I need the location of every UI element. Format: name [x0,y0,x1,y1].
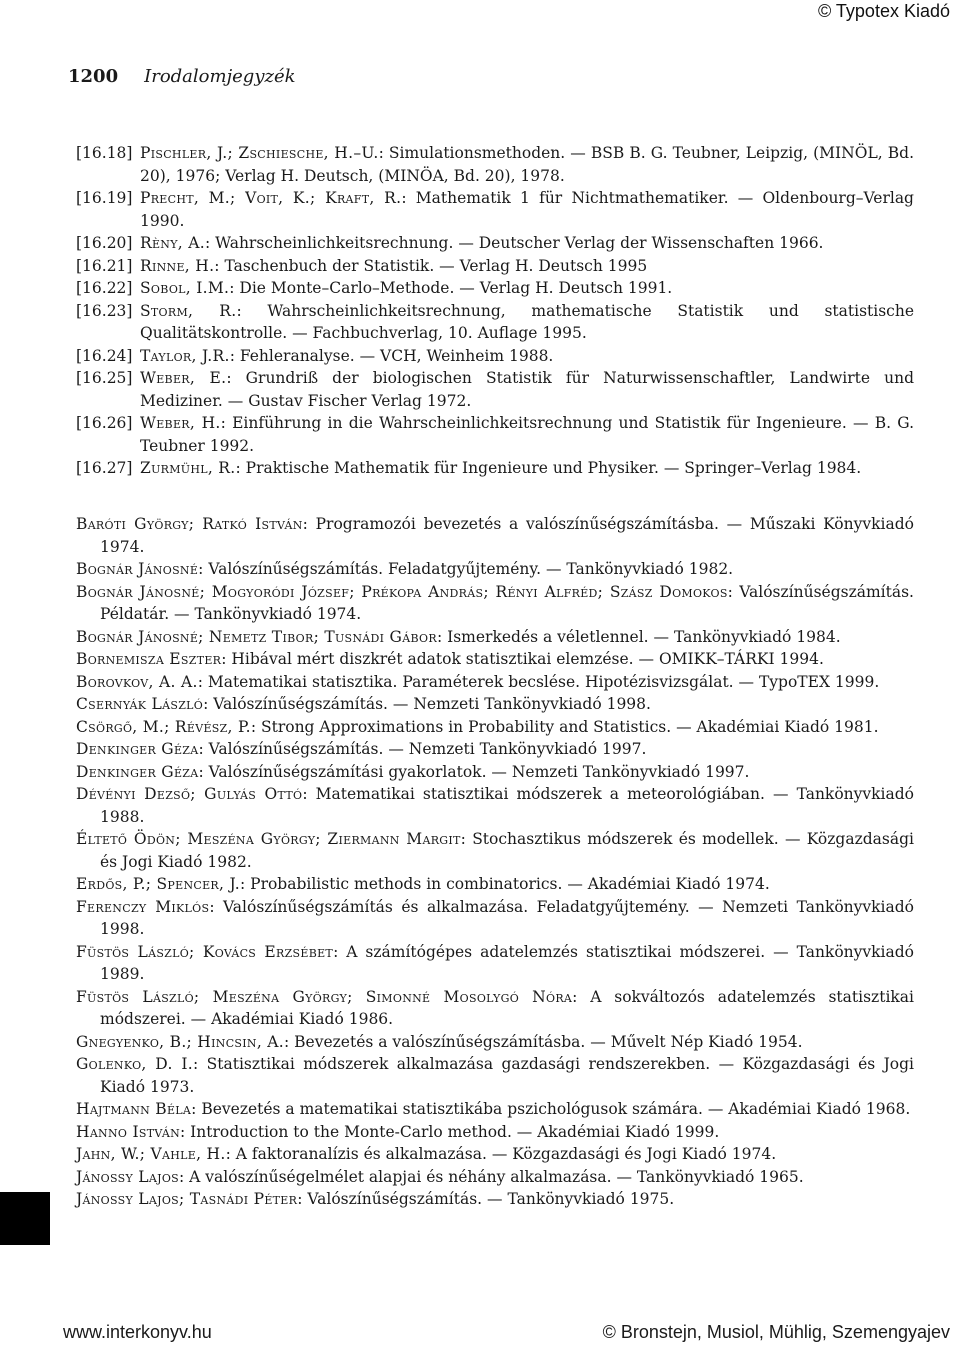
reference-entry [76,345,914,368]
reference-text: : Valószínűségszámítás. Feladatgyűjtemény. — Tankönyvkiadó 1982. [198,560,734,578]
reference-entry [76,986,914,1031]
reference-author: Weber, E. [140,369,227,387]
reference-text: : Matematikai statisztikai módszerek a meteorológiában. — Tankönyvkiadó 1988. [100,785,914,826]
reference-entry [76,1121,914,1144]
reference-entry [76,581,914,626]
reference-entry [76,1053,914,1098]
reference-author: Zurmühl, R. [140,459,236,477]
reference-key: [16.21] [76,256,133,275]
reference-author: Éltető Ödön; Meszéna György; Ziermann Margit [76,830,461,848]
reference-entry [76,783,914,828]
reference-entry [76,1166,914,1189]
reference-text: : Taschenbuch der Statistik. — Verlag H. Deutsch 1995 [214,256,648,275]
reference-key: [16.27] [76,459,133,477]
reference-key: [16.26] [76,414,133,432]
reference-entry [76,873,914,896]
page-title: Irodalomjegyzék [144,66,296,87]
reference-text: : A faktoranalízis és alkalmazása. — Közgazdasági és Jogi Kiadó 1974. [225,1145,777,1163]
reference-text: : Ismerkedés a véletlennel. — Tankönyvkiadó 1984. [436,627,841,646]
reference-author: Denkinger Géza [76,762,199,781]
reference-author: Erdős, P.; Spencer, J. [76,875,240,893]
reference-entry [76,1031,914,1054]
reference-text: : Grundriß der biologischen Statistik für Naturwissenschaftler, Landwirte und Mediziner. — Gustav Fischer Verlag 1972. [140,369,914,410]
reference-entry [76,277,914,300]
reference-entry [76,828,914,873]
reference-author: Baróti György; Ratkó István [76,515,303,533]
reference-entry [76,1188,914,1211]
reference-entry [76,255,914,278]
reference-key: [16.23] [76,301,133,320]
footer-copyright: © Bronstejn, Musiol, Mühlig, Szemengyajev [602,1322,950,1342]
reference-author: Bognár Jánosné [76,560,199,578]
reference-entry [76,941,914,986]
reference-text: : A számítógépes adatelemzés statisztikai módszerei. — Tankönyvkiadó 1989. [100,942,914,983]
reference-entry [76,142,914,187]
reference-entry [76,412,914,457]
running-head [68,66,296,87]
reference-text: : Valószínűségszámítás. Példatár. — Tankönyvkiadó 1974. [100,582,914,623]
reference-author: Storm, R. [140,301,237,320]
reference-author: Denkinger Géza [76,740,199,758]
reference-entry [76,232,914,255]
reference-text: : Stochasztikus módszerek és modellek. — Közgazdasági és Jogi Kiadó 1982. [100,830,914,871]
reference-author: Jahn, W.; Vahle, H. [76,1145,226,1163]
reference-author: Füstös László; Kovács Erzsébet [76,942,334,961]
reference-author: Bognár Jánosné; Nemetz Tibor; Tusnádi Gábor [76,627,437,646]
reference-author: Pischler, J.; Zschiesche, H.–U. [140,144,379,162]
reference-entry [76,738,914,761]
reference-text: : Einführung in die Wahrscheinlichkeitsrechnung und Statistik für Ingenieure. — B. G. Teubner 1992. [140,414,914,455]
reference-text: : Valószínűségszámítás. — Nemzeti Tankönyvkiadó 1998. [203,695,651,713]
reference-author: Gnegyenko, B.; Hincsin, A. [76,1032,284,1051]
reference-text: : A valószínűségelmélet alapjai és néhány alkalmazása. — Tankönyvkiadó 1965. [178,1167,804,1186]
footer-url: www.interkonyv.hu [63,1322,212,1342]
reference-entry [76,896,914,941]
reference-text: : Strong Approximations in Probability and Statistics. — Akadémiai Kiadó 1981. [250,717,879,736]
reference-entry [76,558,914,581]
reference-author: Dévényi Dezső; Gulyás Ottó [76,785,303,803]
reference-key: [16.18] [76,144,133,162]
reference-key: [16.25] [76,369,133,387]
reference-author: Taylor, J.R. [140,346,230,365]
reference-text: : Hibával mért diszkrét adatok statisztikai elemzése. — OMIKK–TÁRKI 1994. [221,650,824,668]
reference-text: : Matematikai statisztika. Paraméterek becslése. Hipotézisvizsgálat. — TypoTEX 1999. [197,672,880,691]
reference-entry [76,457,914,480]
reference-entry [76,1098,914,1121]
reference-text: : Valószínűségszámítás. — Tankönyvkiadó 1975. [297,1190,675,1208]
reference-author: Ferenczy Miklós [76,897,210,916]
reference-text: : Valószínűségszámítás és alkalmazása. Feladatgyűjtemény. — Nemzeti Tankönyvkiadó 1998. [100,897,915,938]
reference-entry [76,716,914,739]
reference-text: : Fehleranalyse. — VCH, Weinheim 1988. [229,346,554,365]
reference-entry [76,626,914,649]
reference-entry [76,513,914,558]
author-reference-list [76,513,914,1211]
reference-entry [76,693,914,716]
chapter-thumb-tab [0,1192,50,1245]
reference-entry [76,1143,914,1166]
reference-text: : Wahrscheinlichkeitsrechnung, mathematische Statistik und statistische Qualitätskontrolle. — Fachbuchverlag, 10. Auflage 1995. [140,301,915,342]
reference-author: Golenko, D. I. [76,1055,194,1073]
reference-text: : A sokváltozós adatelemzés statisztikai módszerei. — Akadémiai Kiadó 1986. [100,987,914,1028]
reference-entry [76,300,914,345]
reference-key: [16.22] [76,279,133,297]
reference-text: : Statisztikai módszerek alkalmazása gazdasági rendszerekben. — Közgazdasági és Jogi Kiadó 1973. [100,1055,914,1096]
reference-author: Csörgő, M.; Révész, P. [76,717,251,736]
reference-author: Hajtmann Béla [76,1100,192,1118]
reference-author: Csernyák László [76,695,204,713]
reference-text: : Programozói bevezetés a valószínűségszámításba. — Műszaki Könyvkiadó 1974. [100,515,914,556]
reference-text: : Mathematik 1 für Nichtmathematiker. — Oldenbourg–Verlag 1990. [140,189,914,230]
reference-author: Precht, M.; Voit, K.; Kraft, R. [140,189,402,207]
reference-key: [16.20] [76,234,133,252]
reference-text: : Praktische Mathematik für Ingenieure und Physiker. — Springer–Verlag 1984. [235,459,862,477]
reference-author: Bornemisza Eszter [76,650,222,668]
reference-text: : Bevezetés a matematikai statisztikába pszichológusok számára. — Akadémiai Kiadó 1968. [191,1100,911,1118]
reference-text: : Bevezetés a valószínűségszámításba. — Művelt Nép Kiadó 1954. [284,1032,803,1051]
reference-text: : Simulationsmethoden. — BSB B. G. Teubner, Leipzig, (MINÖL, Bd. 20), 1976; Verlag H. Deutsch, (MINÖA, Bd. 20), 1978. [140,144,914,185]
reference-key: [16.24] [76,346,133,365]
reference-entry [76,671,914,694]
page-number: 1200 [68,66,119,87]
reference-text: : Valószínűségszámítás. — Nemzeti Tankönyvkiadó 1997. [198,740,647,758]
reference-author: Sobol, I.M. [140,279,230,297]
reference-entry [76,761,914,784]
reference-author: Füstös László; Meszéna György; Simonné Mosolygó Nóra [76,987,573,1006]
reference-author: Jánossy Lajos [76,1167,179,1186]
reference-author: Hanno István [76,1122,181,1141]
reference-author: Weber, H. [140,414,221,432]
reference-entry [76,367,914,412]
copyright-banner: © Typotex Kiadó [817,1,950,21]
reference-entry [76,648,914,671]
numbered-reference-list [76,142,914,480]
reference-author: Borovkov, A. A. [76,672,198,691]
reference-author: Bognár Jánosné; Mogyoródi József; Prékopa András; Rényi Alfréd; Szász Domokos [76,582,728,601]
reference-text: : Valószínűségszámítási gyakorlatok. — Nemzeti Tankönyvkiadó 1997. [198,762,750,781]
reference-author: Rinne, H. [140,256,215,275]
reference-text: : Probabilistic methods in combinatorics. — Akadémiai Kiadó 1974. [239,875,770,893]
reference-text: : Introduction to the Monte-Carlo method. — Akadémiai Kiadó 1999. [180,1122,720,1141]
reference-author: Rèny, A. [140,234,205,252]
reference-text: : Die Monte–Carlo–Methode. — Verlag H. Deutsch 1991. [229,279,673,297]
reference-key: [16.19] [76,189,133,207]
reference-text: : Wahrscheinlichkeitsrechnung. — Deutscher Verlag der Wissenschaften 1966. [204,234,824,252]
reference-entry [76,187,914,232]
reference-author: Jánossy Lajos; Tasnádi Péter [76,1190,298,1208]
